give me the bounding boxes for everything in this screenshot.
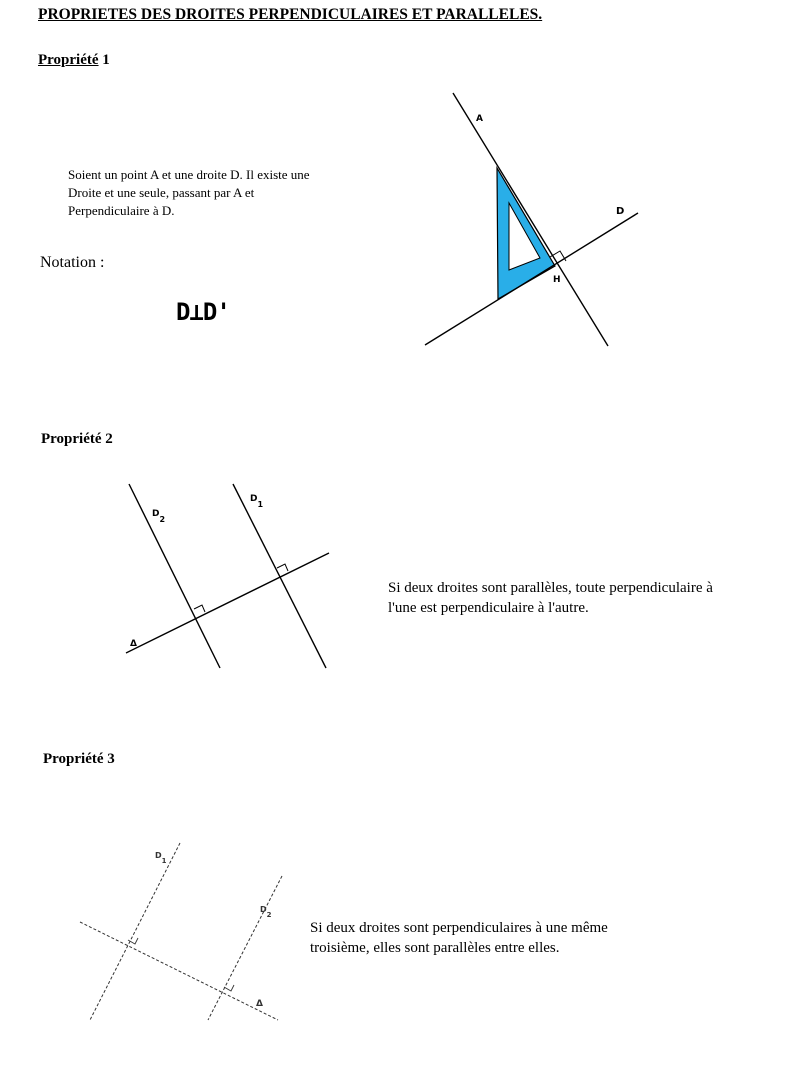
label-d2-letter: D	[260, 905, 267, 914]
label-d1-letter: D	[155, 851, 162, 860]
right-angle-mark	[224, 985, 234, 991]
label-d2-sub: 2	[159, 515, 166, 524]
property1-statement-line: Perpendiculaire à D.	[68, 203, 175, 218]
property1-statement-line: Droite et une seule, passant par A et	[68, 185, 255, 200]
property2-statement-line: Si deux droites sont parallèles, toute perpendiculaire à	[388, 580, 713, 596]
property2-heading: Propriété 2	[41, 431, 113, 447]
label-d1-sub: 1	[161, 857, 167, 865]
notation-label: Notation :	[40, 254, 105, 271]
property3-statement	[310, 918, 608, 958]
property3-heading: Propriété 3	[43, 751, 115, 767]
label-d2-letter: D	[152, 509, 160, 519]
property1-heading-word: Propriété	[38, 52, 99, 68]
label-d1-letter: D	[250, 494, 258, 504]
label-d: D	[616, 206, 625, 217]
property1-statement-line: Soient un point A et une droite D. Il existe une	[68, 167, 310, 182]
transversal-line	[80, 922, 278, 1020]
label-a: A	[476, 114, 483, 124]
property3-statement-line: troisième, elles sont parallèles entre elles.	[310, 940, 560, 956]
page-title: PROPRIETES DES DROITES PERPENDICULAIRES ET PARALLELES.	[38, 6, 543, 23]
label-d1-sub: 1	[257, 500, 264, 509]
notation-formula: D⊥D'	[176, 298, 230, 326]
label-d2-sub: 2	[266, 911, 272, 919]
label-h: H	[553, 275, 561, 285]
label-delta: Δ	[256, 999, 263, 1009]
property1-heading-number: 1	[102, 52, 110, 68]
line-d1	[90, 843, 180, 1020]
line-d2	[208, 876, 282, 1020]
property3-statement-line: Si deux droites sont perpendiculaires à une même	[310, 920, 608, 936]
label-d2	[260, 905, 272, 919]
property2-statement-line: l'une est perpendiculaire à l'autre.	[388, 600, 589, 616]
label-delta: Δ	[130, 639, 137, 649]
label-d1	[155, 851, 167, 865]
